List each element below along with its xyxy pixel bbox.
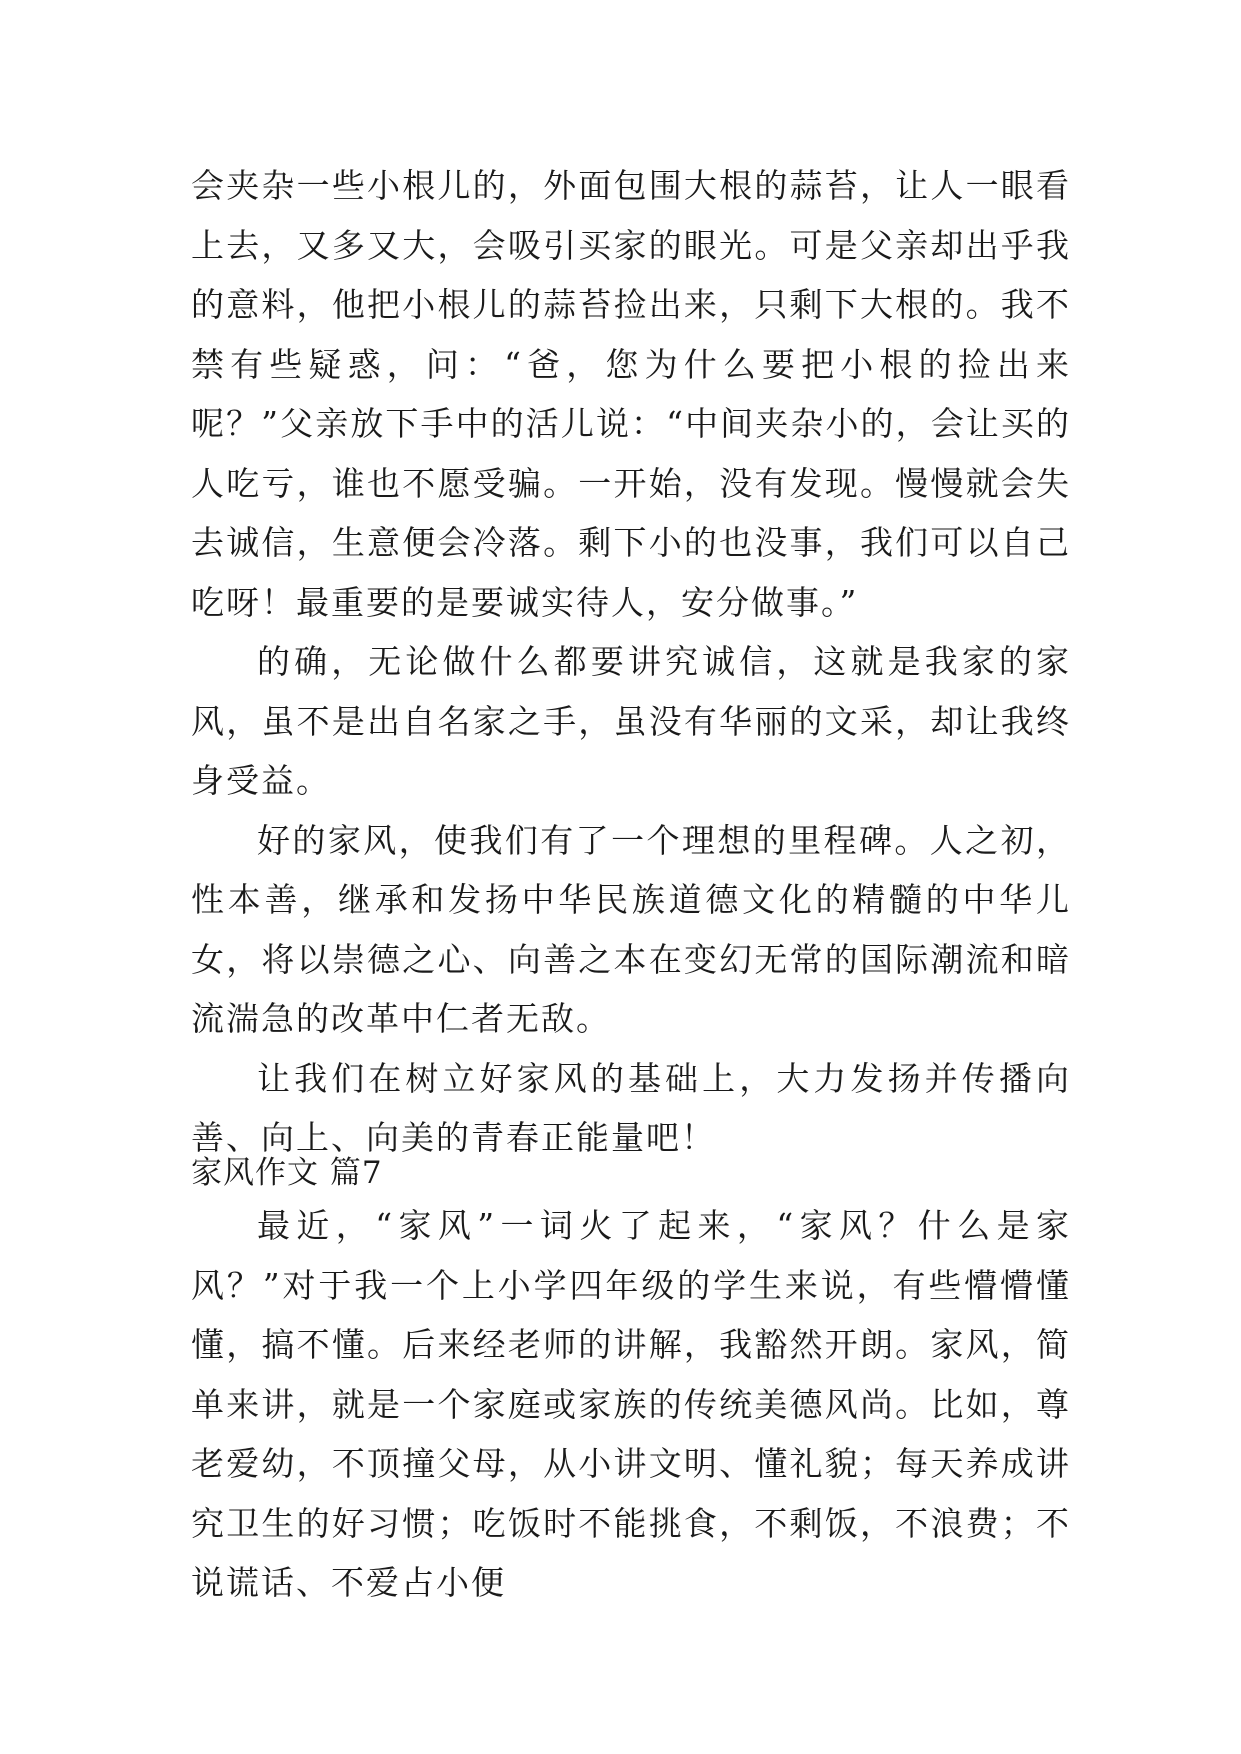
paragraph-conclusion: 让我们在树立好家风的基础上，大力发扬并传播向善、向上、向美的青春正能量吧！	[191, 1058, 1071, 1157]
paragraph-intro: 最近，“家风”一词火了起来，“家风？什么是家风？”对于我一个上小学四年级的学生来说，有些懵懵懂懂，搞不懂。后来经老师的讲解，我豁然开朗。家风，简单来讲，就是一个家庭或家族的传统美德风尚。比如，尊老爱幼，不顶撞父母，从小讲文明、懂礼貌；每天养成讲究卫生的好习惯；吃饭时不能挑食，不剩饭，不浪费；不说谎话、不爱占小便	[191, 1206, 1071, 1602]
paragraph-milestone: 好的家风，使我们有了一个理想的里程碑。人之初，性本善，继承和发扬中华民族道德文化的精髓的中华儿女，将以崇德之心、向善之本在变幻无常的国际潮流和暗流湍急的改革中仁者无敌。	[191, 820, 1071, 1038]
essay-body-continued	[191, 156, 1071, 1168]
essay-body-section-7	[191, 1196, 1071, 1613]
paragraph-continuation: 会夹杂一些小根儿的，外面包围大根的蒜苔，让人一眼看上去，又多又大，会吸引买家的眼光。可是父亲却出乎我的意料，他把小根儿的蒜苔捡出来，只剩下大根的。我不禁有些疑惑，问：“爸，您为什么要把小根的捡出来呢？”父亲放下手中的活儿说：“中间夹杂小的，会让买的人吃亏，谁也不愿受骗。一开始，没有发现。慢慢就会失去诚信，生意便会冷落。剩下小的也没事，我们可以自己吃呀！最重要的是要诚实待人，安分做事。”	[191, 166, 1071, 622]
paragraph-integrity: 的确，无论做什么都要讲究诚信，这就是我家的家风，虽不是出自名家之手，虽没有华丽的文采，却让我终身受益。	[191, 642, 1071, 800]
section-heading: 家风作文 篇7	[191, 1155, 383, 1191]
